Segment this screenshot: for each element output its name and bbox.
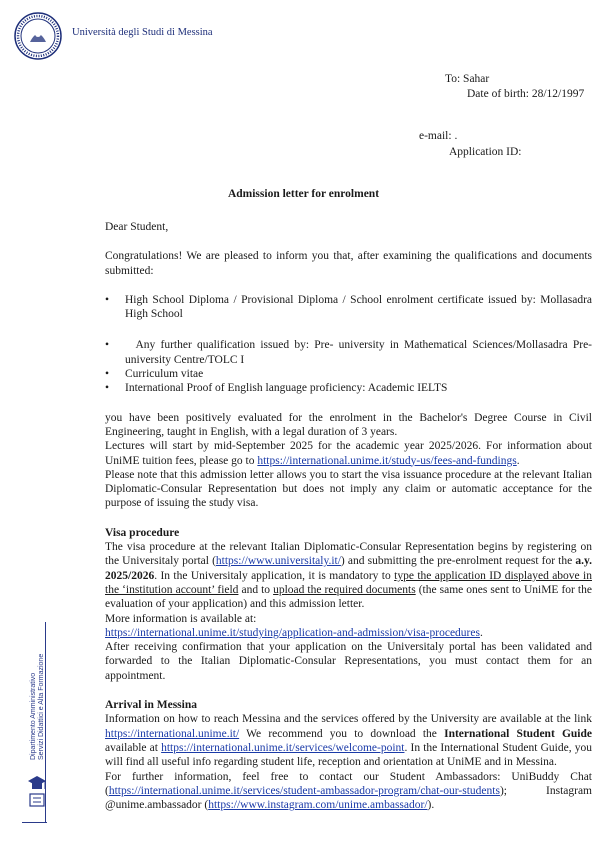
list-item: • Curriculum vitae — [105, 368, 204, 381]
list-item: • Any further qualification issued by: Pre- university in Mathematical Sciences/Mollasadra Pre-university Centre/TOLC I — [105, 339, 593, 366]
lectures-paragraph: Lectures will start by mid-September 2025 for the academic year 2025/2026. For information about UniME tuition fees, please go to https://international.unime.it/study-us/fees-and-fundings. — [105, 440, 592, 467]
visa-more-info: More information is available at: — [105, 612, 257, 625]
visa-paragraph: The visa procedure at the relevant Italian Diplomatic-Consular Representation begins by registering on the Universitaly portal (https://www.universitaly.it/) and submitting the pre-enrolment request for the a.y. 2025/2026. In the Universitaly application, it is mandatory to type the application ID displayed above in the ‘institution account’ field and to upload the required documents (the same ones sent to UniME for the evaluation of your application) and this admission letter. — [105, 541, 592, 611]
list-item: • High School Diploma / Provisional Diploma / School enrolment certificate issued by: Mollasadra High School — [105, 293, 592, 321]
visa-note-paragraph: Please note that this admission letter allows you to start the visa issuance procedure at the relevant Italian Diplomatic-Consular Representation but does not imply any claim or automatic acceptance for the purpose of issuing the study visa. — [105, 468, 592, 510]
list-item: • International Proof of English language proficiency: Academic IELTS — [105, 382, 448, 395]
visa-heading: Visa procedure — [105, 526, 180, 539]
recipient-email: e-mail: . — [419, 130, 458, 142]
international-link[interactable]: https://international.unime.it/ — [105, 727, 240, 740]
intro-paragraph: Congratulations! We are pleased to inform you that, after examining the qualifications and documents submitted: — [105, 250, 592, 277]
recipient-name: To: Sahar — [445, 73, 490, 85]
instagram-link[interactable]: https://www.instagram.com/unime.ambassador/ — [208, 799, 428, 812]
letter-body — [105, 220, 592, 812]
university-name: Università degli Studi di Messina — [72, 27, 213, 38]
salutation: Dear Student, — [105, 221, 169, 233]
sidebar-base-line — [22, 822, 47, 823]
application-id: Application ID: — [449, 146, 522, 158]
ambassador-paragraph: For further information, feel free to contact our Student Ambassadors: UniBuddy Chat (https://international.unime.it/services/student-ambassador-program/chat-our-students); Instagram @unime.ambassador (https://www.instagram.com/unime.ambassador/). — [105, 770, 592, 812]
date-of-birth: Date of birth: 28/12/1997 — [467, 88, 585, 100]
universitaly-link[interactable]: https://www.universitaly.it/ — [215, 555, 341, 568]
letter-title: Admission letter for enrolment — [227, 188, 380, 200]
department-label: Dipartimento Amministrativo Servizi Didattici e Alta Formazione — [30, 653, 45, 760]
visa-more-link-line: https://international.unime.it/studying/application-and-admission/visa-procedures. — [105, 626, 483, 639]
fees-link[interactable]: https://international.unime.it/study-us/fees-and-fundings — [257, 454, 517, 467]
evaluation-paragraph: you have been positively evaluated for the enrolment in the Bachelor's Degree Course in Civil Engineering, taught in English, with a legal duration of 3 years. — [105, 411, 592, 438]
university-seal-logo — [14, 12, 62, 60]
welcome-point-link[interactable]: https://international.unime.it/services/welcome-point — [161, 741, 405, 754]
visa-after-paragraph: After receiving confirmation that your application on the Universitaly portal has been validated and forwarded to the Italian Diplomatic-Consular Representations, you must contact them for an appointment. — [105, 641, 592, 682]
visa-procedures-link[interactable]: https://international.unime.it/studying/application-and-admission/visa-procedures — [105, 626, 480, 639]
graduation-cap-icon — [27, 772, 47, 812]
arrival-heading: Arrival in Messina — [105, 699, 197, 712]
arrival-paragraph: Information on how to reach Messina and the services offered by the University are available at the link https://international.unime.it/ We recommend you to download the International Student Guide available at https://international.unime.it/services/welcome-point. In the International Student Guide, you will find all useful info regarding student life, reception and orientation at UniME and in Messina. — [105, 713, 592, 769]
unibuddy-chat-link[interactable]: https://international.unime.it/services/student-ambassador-program/chat-our-students — [108, 784, 500, 797]
